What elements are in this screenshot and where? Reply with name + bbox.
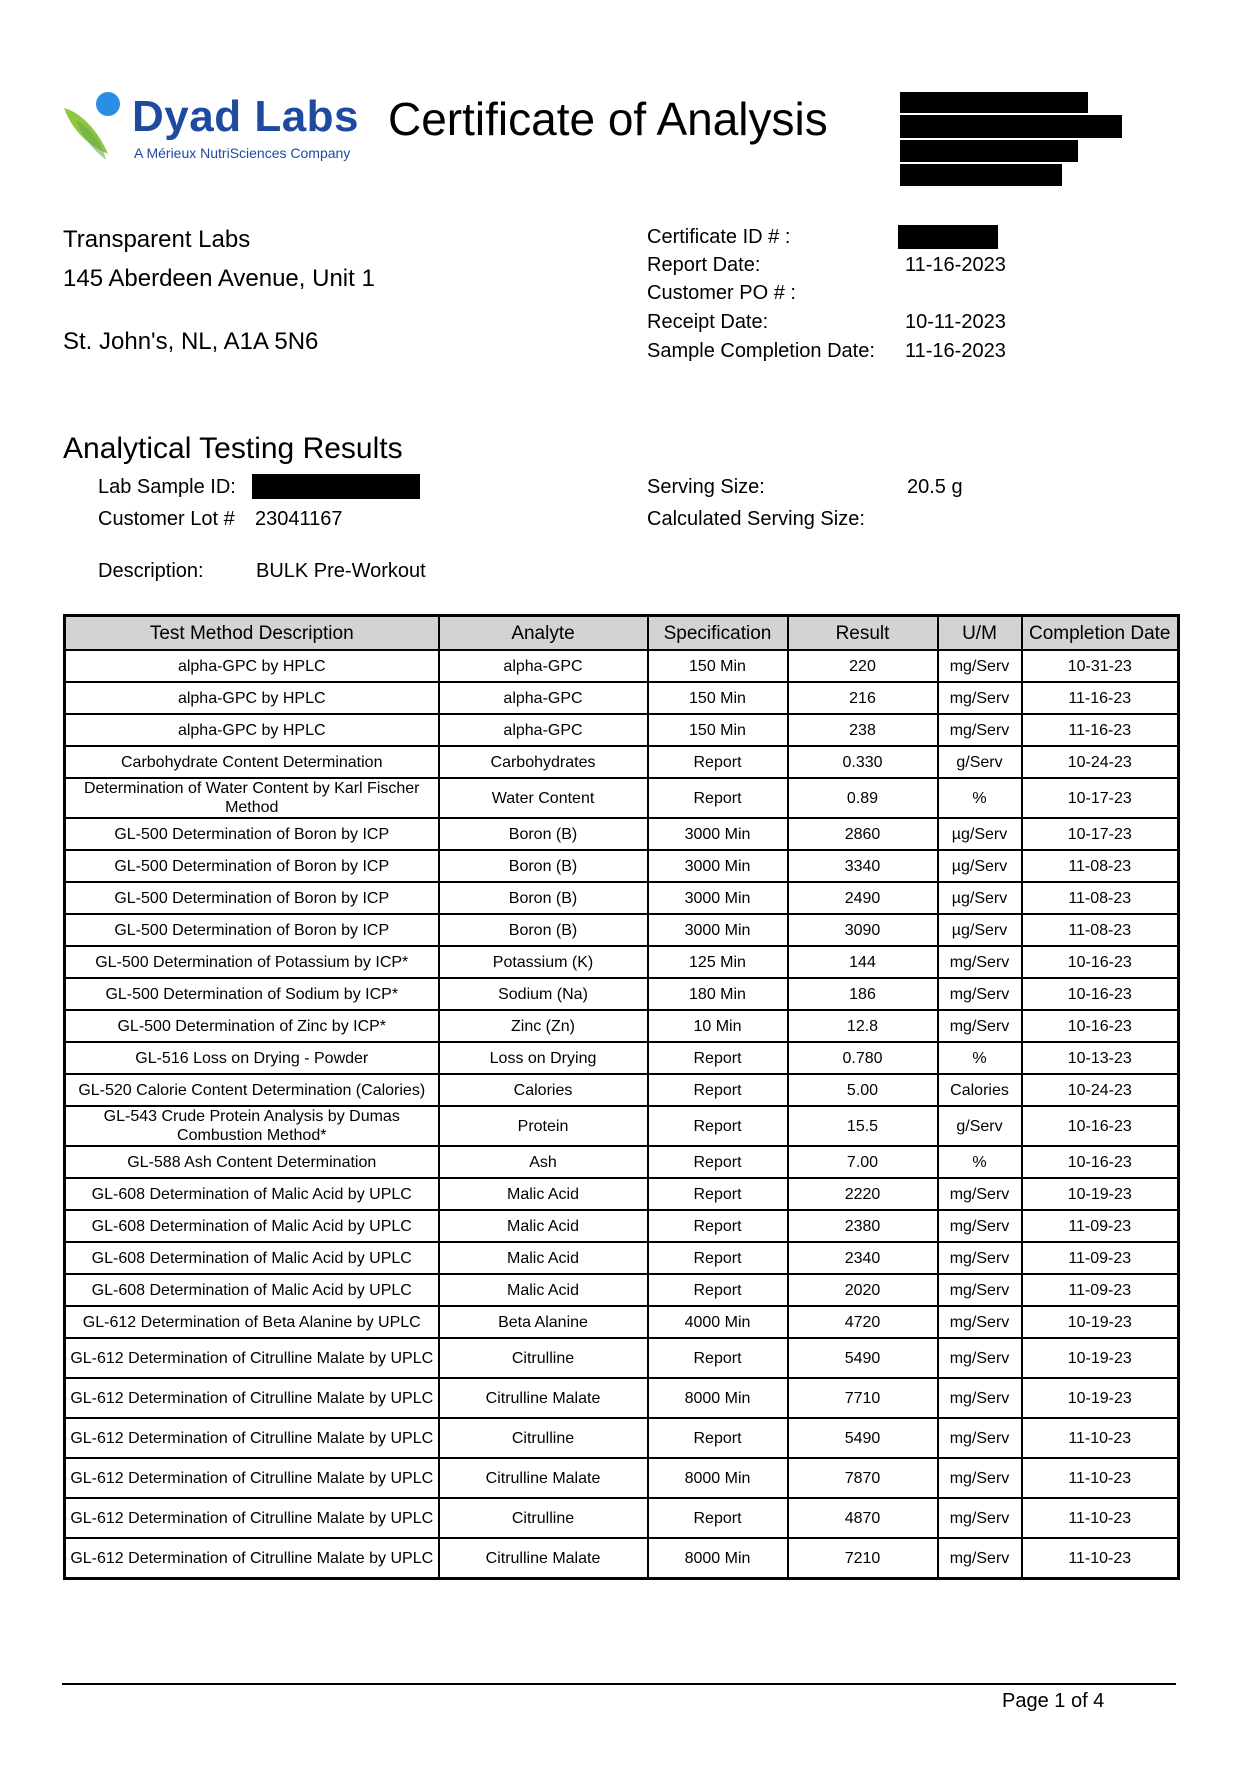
cell-specification: 8000 Min (648, 1378, 788, 1418)
table-row (65, 1378, 1179, 1418)
redaction-block (900, 164, 1062, 186)
cell-test-method: GL-500 Determination of Boron by ICP (65, 882, 439, 914)
cell-specification: Report (648, 1338, 788, 1378)
customer-po-label: Customer PO # : (647, 282, 796, 304)
cell-completion-date: 11-10-23 (1022, 1418, 1179, 1458)
cell-completion-date: 11-09-23 (1022, 1242, 1179, 1274)
cell-specification: Report (648, 1498, 788, 1538)
table-row (65, 850, 1179, 882)
cell-specification: Report (648, 778, 788, 818)
lab-sample-id-label: Lab Sample ID: (98, 476, 236, 498)
cell-test-method: GL-588 Ash Content Determination (65, 1146, 439, 1178)
cell-result: 7210 (788, 1538, 938, 1579)
cell-completion-date: 10-16-23 (1022, 946, 1179, 978)
cell-analyte: Carbohydrates (439, 746, 648, 778)
cell-test-method: GL-608 Determination of Malic Acid by UPLC (65, 1210, 439, 1242)
cell-result: 186 (788, 978, 938, 1010)
redaction-block (900, 140, 1078, 162)
results-table-body (65, 650, 1179, 1579)
report-date-value: 11-16-2023 (905, 254, 1006, 276)
cell-completion-date: 11-16-23 (1022, 682, 1179, 714)
cell-result: 7870 (788, 1458, 938, 1498)
cell-test-method: GL-608 Determination of Malic Acid by UPLC (65, 1178, 439, 1210)
cell-um: mg/Serv (938, 1498, 1022, 1538)
cell-result: 144 (788, 946, 938, 978)
footer-divider (62, 1683, 1176, 1685)
cell-analyte: alpha-GPC (439, 650, 648, 682)
calc-serving-size-label: Calculated Serving Size: (647, 508, 865, 530)
cell-analyte: Malic Acid (439, 1274, 648, 1306)
cell-um: µg/Serv (938, 850, 1022, 882)
cell-analyte: Beta Alanine (439, 1306, 648, 1338)
table-row (65, 1210, 1179, 1242)
cell-analyte: Citrulline Malate (439, 1458, 648, 1498)
cell-analyte: Ash (439, 1146, 648, 1178)
cell-result: 2380 (788, 1210, 938, 1242)
column-header-test-method: Test Method Description (65, 616, 439, 651)
table-row (65, 818, 1179, 850)
cell-completion-date: 11-10-23 (1022, 1498, 1179, 1538)
cell-um: mg/Serv (938, 1242, 1022, 1274)
cell-completion-date: 11-16-23 (1022, 714, 1179, 746)
table-row (65, 1418, 1179, 1458)
cell-analyte: Malic Acid (439, 1178, 648, 1210)
cell-completion-date: 10-17-23 (1022, 778, 1179, 818)
cell-test-method: Determination of Water Content by Karl Fischer Method (65, 778, 439, 818)
cell-um: Calories (938, 1074, 1022, 1106)
cell-analyte: Citrulline (439, 1418, 648, 1458)
table-row (65, 978, 1179, 1010)
cell-completion-date: 11-10-23 (1022, 1458, 1179, 1498)
cell-specification: Report (648, 1146, 788, 1178)
table-row (65, 682, 1179, 714)
cell-specification: Report (648, 1210, 788, 1242)
cell-result: 4720 (788, 1306, 938, 1338)
cell-test-method: GL-520 Calorie Content Determination (Calories) (65, 1074, 439, 1106)
serving-size-label: Serving Size: (647, 476, 765, 498)
column-header-analyte: Analyte (439, 616, 648, 651)
cell-specification: 150 Min (648, 682, 788, 714)
cell-analyte: Boron (B) (439, 882, 648, 914)
table-row (65, 1242, 1179, 1274)
table-row (65, 714, 1179, 746)
redaction-block (900, 92, 1088, 113)
cell-specification: Report (648, 1074, 788, 1106)
cell-result: 0.780 (788, 1042, 938, 1074)
cell-specification: Report (648, 1418, 788, 1458)
cell-analyte: Citrulline Malate (439, 1538, 648, 1579)
cell-test-method: GL-543 Crude Protein Analysis by Dumas Combustion Method* (65, 1106, 439, 1146)
cell-specification: 3000 Min (648, 882, 788, 914)
cell-analyte: Potassium (K) (439, 946, 648, 978)
cell-um: mg/Serv (938, 682, 1022, 714)
cell-test-method: GL-612 Determination of Beta Alanine by UPLC (65, 1306, 439, 1338)
table-header-row (65, 616, 1179, 651)
cell-completion-date: 10-16-23 (1022, 1106, 1179, 1146)
table-row (65, 1306, 1179, 1338)
cell-test-method: GL-500 Determination of Boron by ICP (65, 850, 439, 882)
cell-um: g/Serv (938, 746, 1022, 778)
table-row (65, 746, 1179, 778)
cell-completion-date: 10-19-23 (1022, 1178, 1179, 1210)
cell-analyte: Protein (439, 1106, 648, 1146)
cell-completion-date: 10-19-23 (1022, 1306, 1179, 1338)
cell-completion-date: 11-08-23 (1022, 914, 1179, 946)
cell-analyte: Boron (B) (439, 850, 648, 882)
cell-specification: Report (648, 1242, 788, 1274)
cell-result: 216 (788, 682, 938, 714)
cell-test-method: GL-608 Determination of Malic Acid by UPLC (65, 1242, 439, 1274)
cell-result: 2490 (788, 882, 938, 914)
cell-result: 2220 (788, 1178, 938, 1210)
cell-analyte: Citrulline (439, 1498, 648, 1538)
cell-result: 238 (788, 714, 938, 746)
cell-um: µg/Serv (938, 882, 1022, 914)
lab-sample-id-redaction (252, 474, 420, 499)
cell-result: 4870 (788, 1498, 938, 1538)
table-row (65, 1106, 1179, 1146)
customer-address-line2: St. John's, NL, A1A 5N6 (63, 328, 319, 355)
cell-test-method: alpha-GPC by HPLC (65, 682, 439, 714)
cell-completion-date: 11-09-23 (1022, 1274, 1179, 1306)
cell-analyte: Boron (B) (439, 914, 648, 946)
cell-um: mg/Serv (938, 1306, 1022, 1338)
cell-result: 2860 (788, 818, 938, 850)
cell-result: 5490 (788, 1338, 938, 1378)
cell-um: mg/Serv (938, 1338, 1022, 1378)
cell-result: 3090 (788, 914, 938, 946)
cell-result: 2020 (788, 1274, 938, 1306)
cell-test-method: GL-612 Determination of Citrulline Malate by UPLC (65, 1458, 439, 1498)
cell-test-method: GL-500 Determination of Sodium by ICP* (65, 978, 439, 1010)
cell-um: g/Serv (938, 1106, 1022, 1146)
cell-um: mg/Serv (938, 1274, 1022, 1306)
table-row (65, 650, 1179, 682)
cell-test-method: GL-612 Determination of Citrulline Malate by UPLC (65, 1498, 439, 1538)
cell-um: mg/Serv (938, 1178, 1022, 1210)
cell-um: mg/Serv (938, 1418, 1022, 1458)
cell-analyte: Malic Acid (439, 1242, 648, 1274)
description-value: BULK Pre-Workout (256, 560, 426, 582)
cell-analyte: Loss on Drying (439, 1042, 648, 1074)
cell-specification: 10 Min (648, 1010, 788, 1042)
cell-test-method: alpha-GPC by HPLC (65, 714, 439, 746)
column-header-result: Result (788, 616, 938, 651)
serving-size-value: 20.5 g (907, 476, 963, 498)
cell-um: mg/Serv (938, 946, 1022, 978)
customer-lot-label: Customer Lot # (98, 508, 235, 530)
table-row (65, 1178, 1179, 1210)
cell-completion-date: 10-24-23 (1022, 746, 1179, 778)
customer-name: Transparent Labs (63, 226, 251, 253)
cell-result: 5.00 (788, 1074, 938, 1106)
cell-completion-date: 10-17-23 (1022, 818, 1179, 850)
cell-test-method: GL-608 Determination of Malic Acid by UPLC (65, 1274, 439, 1306)
cell-specification: 180 Min (648, 978, 788, 1010)
cell-analyte: Boron (B) (439, 818, 648, 850)
cell-completion-date: 10-16-23 (1022, 1146, 1179, 1178)
cell-specification: 4000 Min (648, 1306, 788, 1338)
cell-completion-date: 10-19-23 (1022, 1338, 1179, 1378)
customer-lot-value: 23041167 (255, 508, 343, 530)
table-row (65, 778, 1179, 818)
cell-specification: 8000 Min (648, 1458, 788, 1498)
cell-result: 0.330 (788, 746, 938, 778)
document-title: Certificate of Analysis (388, 93, 828, 145)
cell-completion-date: 11-08-23 (1022, 882, 1179, 914)
cell-analyte: Zinc (Zn) (439, 1010, 648, 1042)
cell-analyte: Sodium (Na) (439, 978, 648, 1010)
cell-specification: Report (648, 1106, 788, 1146)
cell-um: mg/Serv (938, 714, 1022, 746)
cell-specification: 3000 Min (648, 914, 788, 946)
cell-test-method: GL-516 Loss on Drying - Powder (65, 1042, 439, 1074)
table-row (65, 1274, 1179, 1306)
table-row (65, 1074, 1179, 1106)
cell-test-method: GL-612 Determination of Citrulline Malate by UPLC (65, 1338, 439, 1378)
cell-test-method: alpha-GPC by HPLC (65, 650, 439, 682)
cell-specification: 8000 Min (648, 1538, 788, 1579)
cell-test-method: GL-500 Determination of Potassium by ICP* (65, 946, 439, 978)
cell-test-method: Carbohydrate Content Determination (65, 746, 439, 778)
cell-test-method: GL-500 Determination of Boron by ICP (65, 818, 439, 850)
cell-specification: 3000 Min (648, 850, 788, 882)
column-header-specification: Specification (648, 616, 788, 651)
cell-specification: Report (648, 1178, 788, 1210)
certificate-id-label: Certificate ID # : (647, 226, 791, 248)
cell-um: % (938, 1146, 1022, 1178)
table-row (65, 1458, 1179, 1498)
cell-result: 12.8 (788, 1010, 938, 1042)
certificate-id-redaction (898, 225, 998, 249)
cell-completion-date: 10-19-23 (1022, 1378, 1179, 1418)
cell-specification: 125 Min (648, 946, 788, 978)
cell-result: 7.00 (788, 1146, 938, 1178)
sample-completion-date-value: 11-16-2023 (905, 340, 1006, 362)
table-row (65, 882, 1179, 914)
cell-completion-date: 11-09-23 (1022, 1210, 1179, 1242)
cell-analyte: Citrulline (439, 1338, 648, 1378)
table-row (65, 1010, 1179, 1042)
table-row (65, 914, 1179, 946)
table-row (65, 946, 1179, 978)
section-title: Analytical Testing Results (63, 432, 403, 465)
customer-address-line1: 145 Aberdeen Avenue, Unit 1 (63, 265, 375, 292)
page-number: Page 1 of 4 (1002, 1690, 1105, 1712)
cell-um: % (938, 778, 1022, 818)
cell-specification: Report (648, 1274, 788, 1306)
cell-um: µg/Serv (938, 914, 1022, 946)
cell-test-method: GL-500 Determination of Boron by ICP (65, 914, 439, 946)
cell-completion-date: 10-13-23 (1022, 1042, 1179, 1074)
cell-result: 0.89 (788, 778, 938, 818)
cell-um: mg/Serv (938, 978, 1022, 1010)
cell-specification: 150 Min (648, 714, 788, 746)
leaf-drop-icon (62, 90, 132, 170)
cell-result: 2340 (788, 1242, 938, 1274)
cell-um: mg/Serv (938, 1538, 1022, 1579)
table-row (65, 1338, 1179, 1378)
cell-specification: 3000 Min (648, 818, 788, 850)
cell-result: 3340 (788, 850, 938, 882)
cell-test-method: GL-500 Determination of Zinc by ICP* (65, 1010, 439, 1042)
cell-specification: Report (648, 746, 788, 778)
receipt-date-label: Receipt Date: (647, 311, 769, 333)
cell-completion-date: 10-31-23 (1022, 650, 1179, 682)
report-date-label: Report Date: (647, 254, 761, 276)
description-label: Description: (98, 560, 204, 582)
sample-completion-date-label: Sample Completion Date: (647, 340, 875, 362)
cell-completion-date: 11-10-23 (1022, 1538, 1179, 1579)
redaction-block (900, 115, 1122, 138)
cell-result: 5490 (788, 1418, 938, 1458)
company-logo (62, 90, 382, 170)
cell-test-method: GL-612 Determination of Citrulline Malate by UPLC (65, 1418, 439, 1458)
cell-result: 7710 (788, 1378, 938, 1418)
cell-result: 220 (788, 650, 938, 682)
cell-test-method: GL-612 Determination of Citrulline Malate by UPLC (65, 1538, 439, 1579)
cell-completion-date: 10-24-23 (1022, 1074, 1179, 1106)
table-row (65, 1538, 1179, 1579)
logo-name: Dyad Labs (132, 92, 360, 141)
cell-specification: 150 Min (648, 650, 788, 682)
cell-um: mg/Serv (938, 1378, 1022, 1418)
cell-completion-date: 11-08-23 (1022, 850, 1179, 882)
cell-specification: Report (648, 1042, 788, 1074)
cell-analyte: Calories (439, 1074, 648, 1106)
cell-um: µg/Serv (938, 818, 1022, 850)
table-row (65, 1042, 1179, 1074)
column-header-um: U/M (938, 616, 1022, 651)
column-header-completion-date: Completion Date (1022, 616, 1179, 651)
cell-analyte: alpha-GPC (439, 682, 648, 714)
cell-completion-date: 10-16-23 (1022, 978, 1179, 1010)
cell-um: mg/Serv (938, 1010, 1022, 1042)
cell-um: mg/Serv (938, 650, 1022, 682)
cell-test-method: GL-612 Determination of Citrulline Malate by UPLC (65, 1378, 439, 1418)
cell-um: % (938, 1042, 1022, 1074)
results-table (63, 614, 1180, 1580)
receipt-date-value: 10-11-2023 (905, 311, 1006, 333)
cell-analyte: alpha-GPC (439, 714, 648, 746)
cell-analyte: Malic Acid (439, 1210, 648, 1242)
cell-analyte: Water Content (439, 778, 648, 818)
table-row (65, 1498, 1179, 1538)
table-row (65, 1146, 1179, 1178)
cell-analyte: Citrulline Malate (439, 1378, 648, 1418)
logo-tagline: A Mérieux NutriSciences Company (134, 145, 351, 161)
cell-um: mg/Serv (938, 1458, 1022, 1498)
cell-result: 15.5 (788, 1106, 938, 1146)
cell-um: mg/Serv (938, 1210, 1022, 1242)
cell-completion-date: 10-16-23 (1022, 1010, 1179, 1042)
